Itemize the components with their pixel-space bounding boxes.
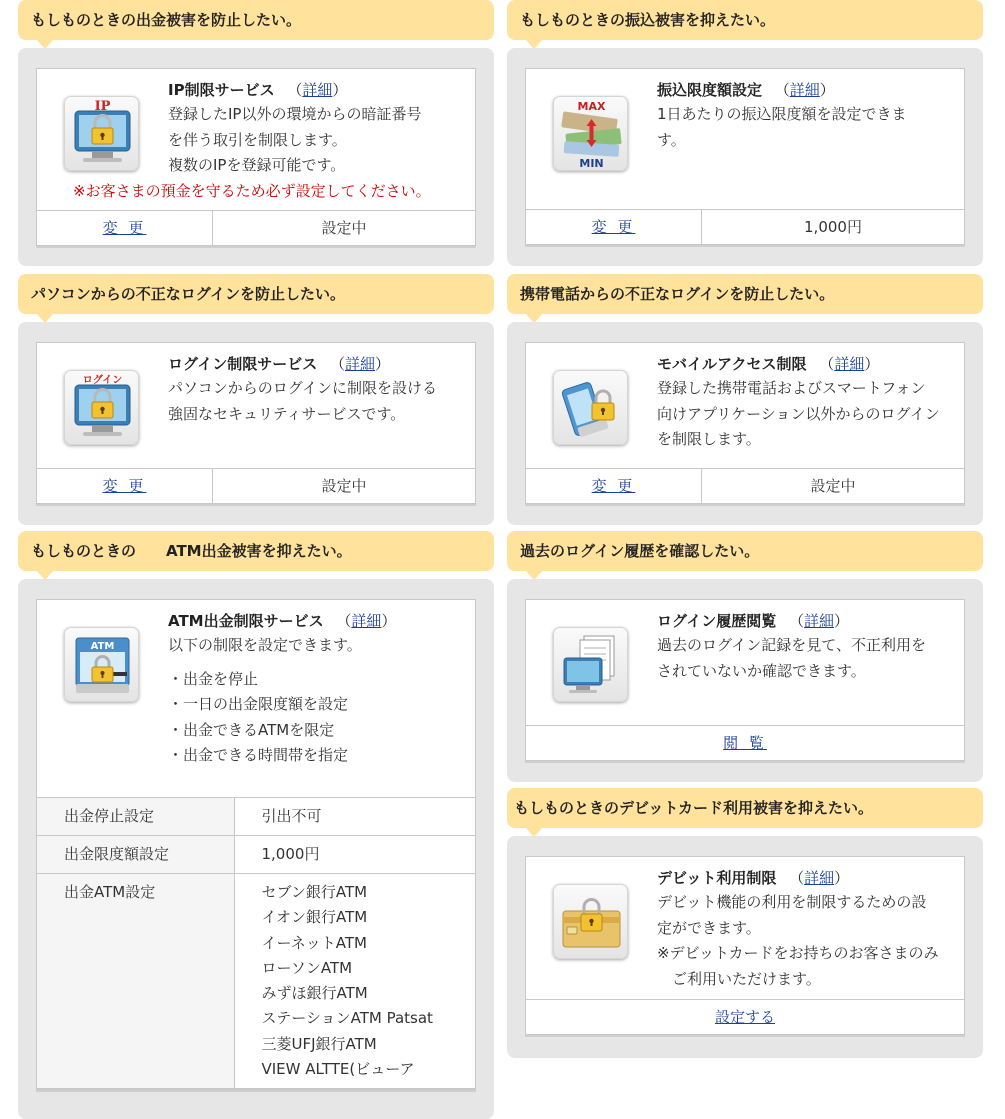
section-heading-text: もしものときの出金被害を防止したい。	[31, 11, 302, 29]
heading-pointer	[525, 39, 543, 49]
restriction-list	[168, 667, 461, 769]
list-item: ・出金できるATMを限定	[168, 720, 335, 739]
row-value: 1,000円	[234, 836, 475, 874]
section-heading-text: パソコンからの不正なログインを防止したい。	[31, 285, 345, 303]
service-title: モバイルアクセス制限 （詳細）	[657, 355, 880, 373]
section-body	[507, 48, 983, 266]
change-button[interactable]: 変 更	[526, 469, 702, 503]
heading-pointer	[525, 827, 543, 837]
service-description	[168, 376, 461, 427]
svg-text:IP: IP	[94, 99, 111, 114]
service-title: ATM出金制限サービス （詳細）	[168, 612, 397, 630]
status-value: 設定中	[321, 477, 367, 495]
atm-name: 三菱UFJ銀行ATM	[261, 1034, 377, 1053]
limit-value: 1,000円	[804, 218, 862, 236]
service-title-text: 振込限度額設定	[657, 81, 763, 99]
section-transfer-limit	[507, 0, 983, 266]
detail-link[interactable]: 詳細	[804, 612, 835, 630]
table-row	[37, 874, 475, 1089]
section-heading	[507, 788, 983, 828]
atm-name: みずほ銀行ATM	[261, 984, 368, 1003]
card-footer	[526, 209, 964, 244]
service-title-text: ログイン制限サービス	[168, 355, 318, 373]
detail-link[interactable]: 詳細	[351, 612, 382, 630]
section-heading-text: もしものときの ATM出金被害を抑えたい。	[31, 542, 352, 560]
section-body	[507, 579, 983, 782]
heading-pointer	[36, 39, 54, 49]
desc-line: 1日あたりの振込限度額を設定できま	[657, 105, 907, 123]
atm-name: ステーションATM Patsat	[261, 1009, 433, 1028]
ip-lock-monitor-icon	[64, 96, 139, 171]
section-heading	[18, 531, 494, 571]
row-value: 引出不可	[234, 798, 475, 836]
table-row	[37, 836, 475, 874]
row-label: 出金ATM設定	[37, 874, 234, 1089]
service-description	[168, 102, 461, 179]
service-description	[657, 890, 950, 992]
configure-button[interactable]: 設定する	[714, 1008, 775, 1026]
status-value: 設定中	[810, 477, 856, 495]
desc-line: 複数のIPを登録可能です。	[168, 156, 346, 174]
atm-name: ローソンATM	[261, 958, 353, 977]
card-footer	[526, 999, 964, 1034]
service-title: ログイン履歴閲覧 （詳細）	[657, 612, 850, 630]
section-heading	[18, 0, 494, 40]
desc-line: 定ができます。	[657, 918, 761, 937]
section-debit-restriction	[507, 788, 983, 1058]
service-title: ログイン制限サービス （詳細）	[168, 355, 391, 373]
service-title: IP制限サービス （詳細）	[168, 81, 348, 99]
change-button[interactable]: 変 更	[526, 210, 702, 244]
debit-card-lock-icon	[553, 884, 628, 959]
detail-link[interactable]: 詳細	[345, 355, 376, 373]
service-description	[657, 633, 950, 684]
section-body	[507, 836, 983, 1058]
mobile-lock-icon	[553, 370, 628, 445]
section-heading-text: もしものときのデビットカード利用被害を抑えたい。	[514, 799, 873, 817]
detail-link[interactable]: 詳細	[789, 81, 820, 99]
detail-link[interactable]: 詳細	[302, 81, 333, 99]
section-heading-text: もしものときの振込被害を抑えたい。	[520, 11, 776, 29]
card-footer	[37, 210, 475, 245]
row-label: 出金停止設定	[37, 798, 234, 836]
service-description	[168, 633, 461, 659]
heading-pointer	[525, 570, 543, 580]
change-button[interactable]: 変 更	[37, 469, 213, 503]
section-heading-text: 過去のログイン履歴を確認したい。	[520, 542, 760, 560]
service-title-text: IP制限サービス	[168, 81, 275, 99]
history-document-monitor-icon	[553, 627, 628, 702]
service-title-text: モバイルアクセス制限	[657, 355, 807, 373]
desc-line: す。	[657, 130, 686, 149]
service-title: デビット利用制限 （詳細）	[657, 869, 850, 887]
section-heading	[18, 274, 494, 314]
svg-text:ログイン: ログイン	[82, 375, 123, 386]
table-row	[37, 798, 475, 836]
card-footer	[37, 468, 475, 503]
list-item: ・出金を停止	[168, 669, 259, 688]
section-body	[18, 322, 494, 525]
svg-text:MIN: MIN	[579, 157, 604, 170]
list-item: ・一日の出金限度額を設定	[168, 695, 349, 713]
svg-text:MAX: MAX	[577, 100, 606, 113]
atm-name: イーネットATM	[261, 933, 367, 952]
section-heading	[507, 531, 983, 571]
list-item: ・出金できる時間帯を指定	[168, 746, 349, 764]
service-card-login	[36, 342, 476, 504]
section-body	[18, 48, 494, 266]
desc-line: デビット機能の利用を制限するための設	[657, 893, 927, 911]
max-min-money-icon	[553, 96, 628, 171]
desc-line: パソコンからのログインに制限を設ける	[168, 379, 437, 397]
section-body	[507, 322, 983, 525]
desc-line: 以下の制限を設定できます。	[168, 636, 362, 654]
card-footer	[526, 468, 964, 503]
row-value	[234, 874, 475, 1089]
service-description	[657, 102, 950, 153]
desc-line: ご利用いただけます。	[657, 969, 821, 988]
desc-line: を伴う取引を制限します。	[168, 130, 347, 149]
detail-link[interactable]: 詳細	[834, 355, 865, 373]
warning-text: ※お客さまの預金を守るため必ず設定してください。	[73, 181, 431, 200]
service-card-history	[525, 599, 965, 761]
service-title-text: デビット利用制限	[657, 869, 777, 887]
section-heading-text: 携帯電話からの不正なログインを防止したい。	[520, 285, 835, 303]
desc-line: 登録したIP以外の環境からの暗証番号	[168, 105, 422, 123]
service-card-mobile	[525, 342, 965, 504]
view-button[interactable]: 閲 覧	[723, 734, 767, 752]
service-card-transfer	[525, 68, 965, 245]
change-button[interactable]: 変 更	[37, 211, 213, 245]
row-label: 出金限度額設定	[37, 836, 234, 874]
service-card-atm	[36, 599, 476, 1090]
section-heading	[507, 0, 983, 40]
service-description	[657, 376, 950, 453]
desc-line: 向けアプリケーション以外からのログイン	[657, 404, 940, 423]
service-title: 振込限度額設定 （詳細）	[657, 81, 835, 99]
section-body	[18, 579, 494, 1119]
desc-line: 登録した携帯電話およびスマートフォン	[657, 379, 926, 397]
section-ip-restriction	[18, 0, 494, 266]
heading-pointer	[36, 313, 54, 323]
section-mobile-access	[507, 274, 983, 525]
atm-name: イオン銀行ATM	[261, 908, 368, 927]
login-lock-monitor-icon	[64, 370, 139, 445]
desc-line: されていないか確認できます。	[657, 661, 866, 680]
desc-line: 強固なセキュリティサービスです。	[168, 404, 406, 423]
desc-line: 過去のログイン記録を見て、不正利用を	[657, 636, 926, 654]
atm-name: セブン銀行ATM	[261, 883, 368, 901]
service-card-ip	[36, 68, 476, 246]
desc-line: ※デビットカードをお持ちのお客さまのみ	[657, 944, 939, 962]
status-value: 設定中	[321, 218, 367, 237]
section-atm-restriction	[18, 531, 494, 1119]
service-title-text: ATM出金制限サービス	[168, 612, 324, 630]
desc-line: を制限します。	[657, 430, 761, 448]
section-heading	[507, 274, 983, 314]
heading-pointer	[36, 570, 54, 580]
service-title-text: ログイン履歴閲覧	[657, 612, 777, 630]
atm-settings-table	[37, 797, 475, 1089]
atm-lock-icon	[64, 627, 139, 702]
atm-name: VIEW ALTTE(ビューア	[261, 1060, 415, 1079]
section-login-restriction	[18, 274, 494, 525]
heading-pointer	[525, 313, 543, 323]
detail-link[interactable]: 詳細	[804, 869, 835, 887]
svg-text:ATM: ATM	[90, 641, 115, 652]
section-login-history	[507, 531, 983, 782]
service-card-debit	[525, 856, 965, 1035]
card-footer	[526, 725, 964, 760]
